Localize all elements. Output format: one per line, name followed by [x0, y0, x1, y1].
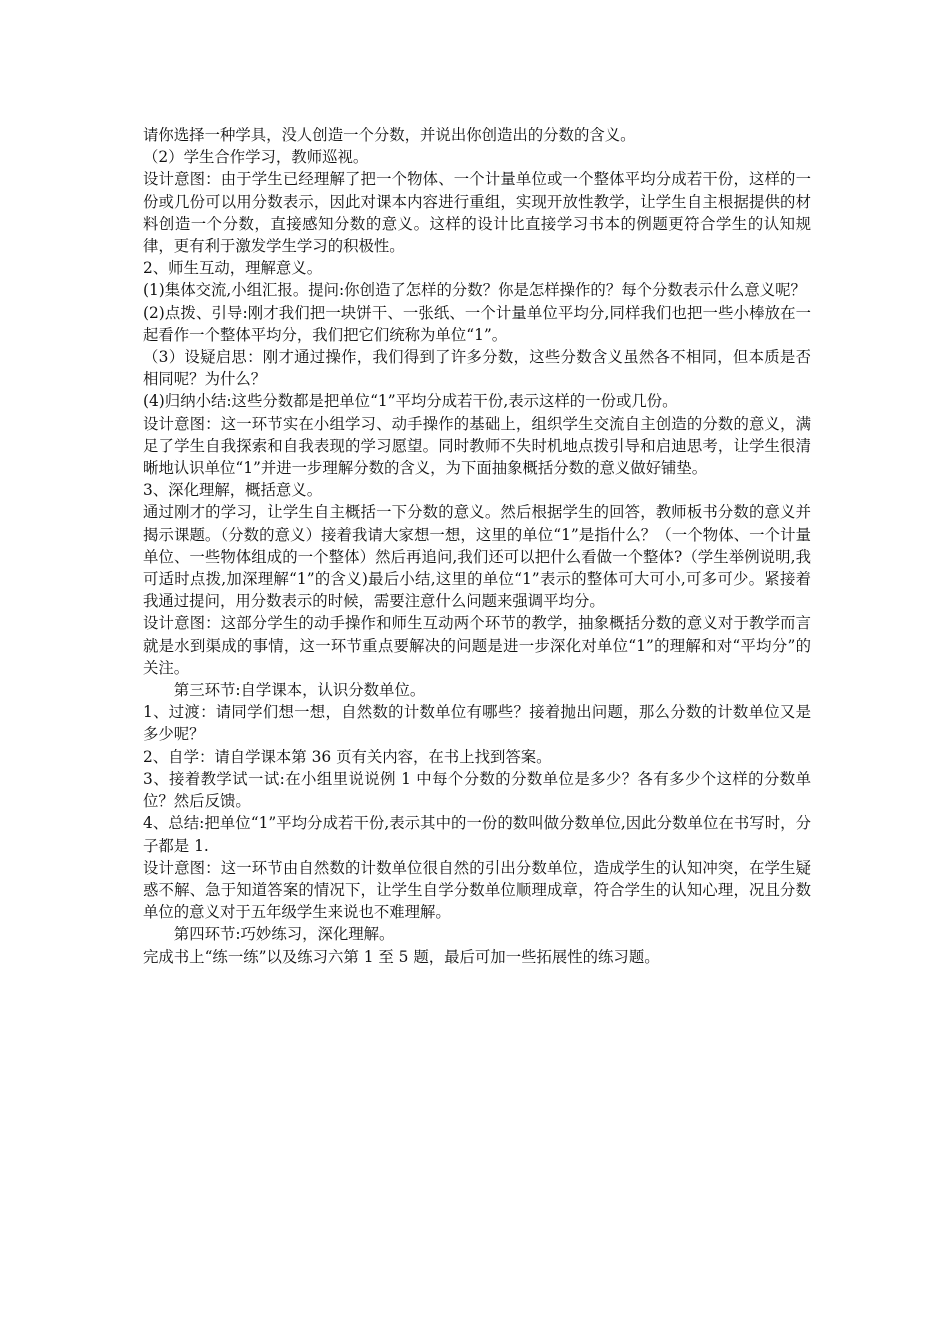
heading-fourth-section: 第四环节:巧妙练习，深化理解。 — [173, 925, 395, 944]
paragraph-design-intent-3: 设计意图：这部分学生的动手操作和师生互动两个环节的教学，抽象概括分数的意义对于教学而言就是水到渠成的事情，这一环节重点要解决的问题是进一步深化对单位“1”的理解和对“平均分”的关注。 — [143, 614, 811, 677]
heading-third-section: 第三环节:自学课本，认识分数单位。 — [173, 681, 426, 700]
paragraph-conclusion: 4、总结:把单位“1”平均分成若干份,表示其中的一份的数叫做分数单位,因此分数单位在书写时，分子都是 1. — [143, 814, 811, 855]
document-page — [143, 124, 811, 968]
paragraph-design-intent-2: 设计意图：这一环节实在小组学习、动手操作的基础上，组织学生交流自主创造的分数的意义，满足了学生自我探索和自我表现的学习愿望。同时教师不失时机地点拨引导和启迪思考，让学生很清晰地认识单位“1”并进一步理解分数的含义，为下面抽象概括分数的意义做好铺垫。 — [143, 414, 811, 478]
paragraph-design-intent-1: 设计意图：由于学生已经理解了把一个物体、一个计量单位或一个整体平均分成若干份，这样的一份或几份可以用分数表示，因此对课本内容进行重组，实现开放性教学，让学生自主根据提供的材料创造一个分数，直接感知分数的意义。这样的设计比直接学习书本的例题更符合学生的认知规律，更有利于激发学生学习的积极性。 — [143, 170, 811, 256]
paragraph-guidance: (2)点拨、引导:刚才我们把一块饼干、一张纸、一个计量单位平均分,同样我们也把一些小棒放在一起看作一个整体平均分，我们把它们统称为单位“1”。 — [143, 303, 811, 344]
paragraph-design-intent-4: 设计意图：这一环节由自然数的计数单位很自然的引出分数单位，造成学生的认知冲突，在学生疑惑不解、急于知道答案的情况下，让学生自学分数单位顺理成章，符合学生的认知心理，况且分数单位的意义对于五年级学生来说也不难理解。 — [143, 858, 811, 922]
paragraph-create-fraction: 请你选择一种学具，没人创造一个分数，并说出你创造出的分数的含义。 — [143, 126, 636, 144]
heading-deepen-understanding: 3、深化理解，概括意义。 — [143, 481, 323, 500]
paragraph-exercises: 完成书上“练一练”以及练习六第 1 至 5 题，最后可加一些拓展性的练习题。 — [143, 947, 660, 966]
paragraph-try-it: 3、接着教学试一试:在小组里说说例 1 中每个分数的分数单位是多少？各有多少个这样的分数单位？然后反馈。 — [143, 769, 811, 811]
paragraph-self-study: 2、自学：请自学课本第 36 页有关内容，在书上找到答案。 — [143, 747, 552, 766]
paragraph-transition: 1、过渡：请同学们想一想，自然数的计数单位有哪些？接着抛出问题，那么分数的计数单位又是多少呢？ — [143, 703, 811, 744]
heading-interaction: 2、师生互动，理解意义。 — [143, 259, 323, 278]
paragraph-questioning: （3）设疑启思：刚才通过操作，我们得到了许多分数，这些分数含义虽然各不相同，但本质是否相同呢？为什么？ — [143, 348, 811, 389]
paragraph-cooperative-learning: （2）学生合作学习，教师巡视。 — [143, 148, 369, 167]
paragraph-summary: (4)归纳小结:这些分数都是把单位“1”平均分成若干份,表示这样的一份或几份。 — [143, 392, 678, 411]
paragraph-generalize-meaning: 通过刚才的学习，让学生自主概括一下分数的意义。然后根据学生的回答，教师板书分数的意义并揭示课题。（分数的意义）接着我请大家想一想，这里的单位“1”是指什么？（一个物体、一个计量单位、一些物体组成的一个整体）然后再追问,我们还可以把什么看做一个整体?（学生举例说明,我可适时点拨,加深理解“1”的含义)最后小结,这里的单位“1”表示的整体可大可小,可多可少。紧接着我通过提问，用分数表示的时候，需要注意什么问题来强调平均分。 — [143, 503, 811, 611]
paragraph-group-report: (1)集体交流,小组汇报。提问:你创造了怎样的分数？你是怎样操作的？每个分数表示什么意义呢？ — [143, 281, 806, 300]
